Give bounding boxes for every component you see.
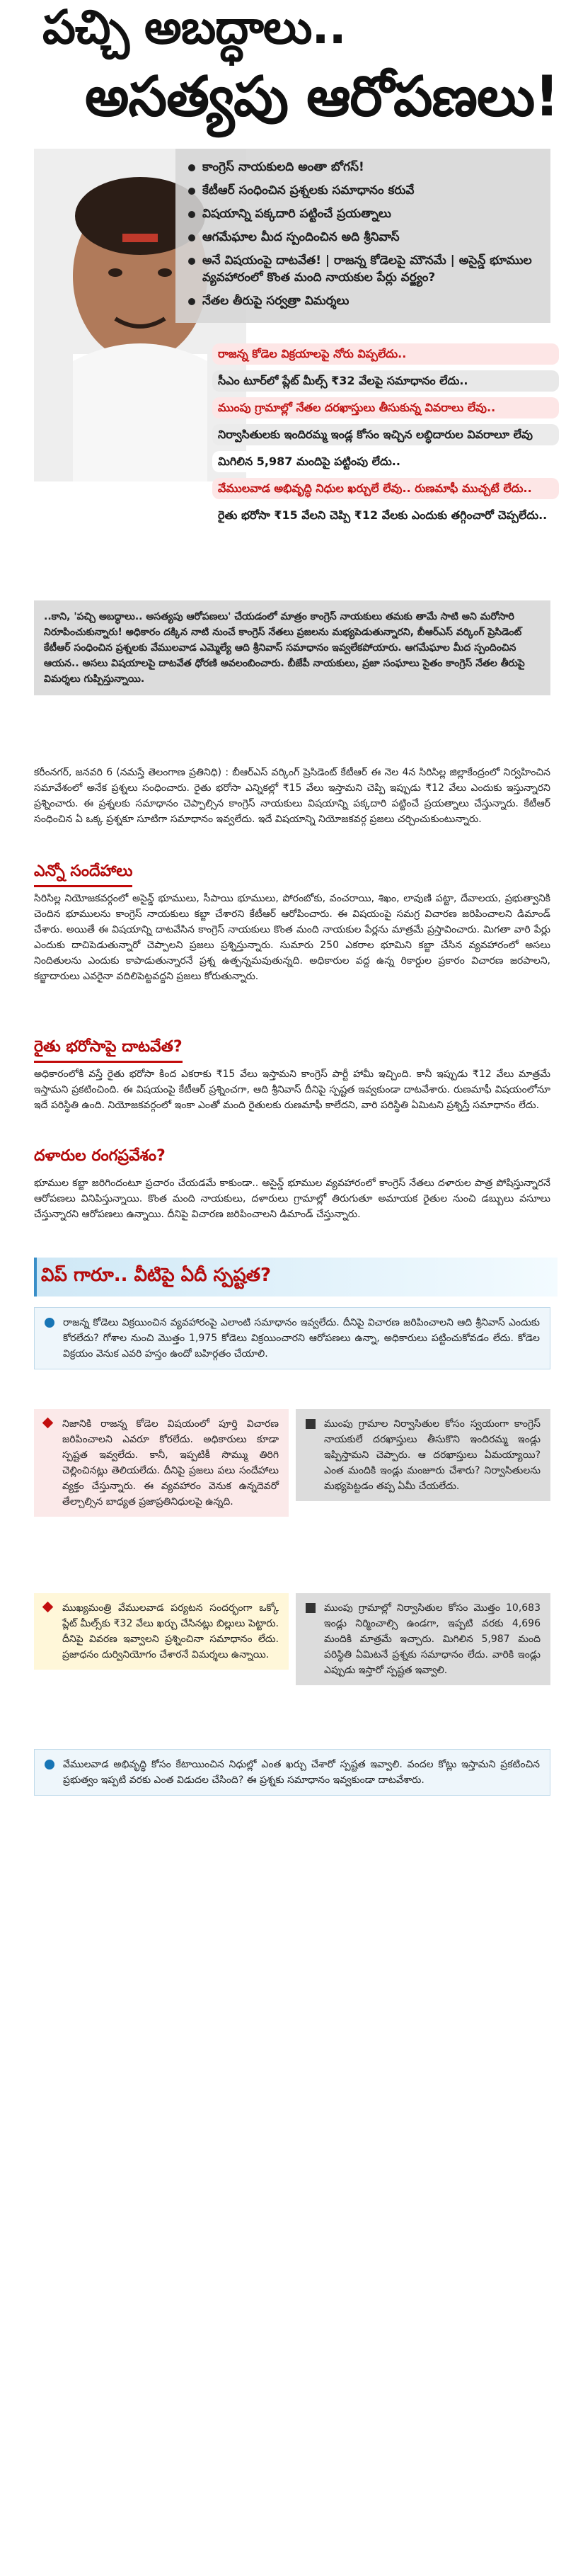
question-box-development [34, 1749, 550, 1796]
subheading-doubts: ఎన్నో సందేహాలు [34, 862, 132, 887]
bullet-square-icon [306, 1603, 316, 1613]
headline [0, 0, 566, 149]
article-paragraph-2: సిరిసిల్ల నియోజకవర్గంలో అసైన్డ్ భూములు, సీపాయి భూములు, పోరంబోకు, వంచరాయి, శిఖం, లావుణి పట్టా, దేవాలయ, ప్రభుత్వానికి చెందిన భూములను కాంగ్రెస్ నాయకులు కబ్జా చేశారని కేటీఆర్ ఆరోపించారు. ఈ విషయంపై సమగ్ర విచారణ జరిపించాలని డిమాండ్ చేశారు. అయితే ఈ విషయాన్ని దాటవేసిన కాంగ్రెస్ నాయకులు కొంత మంది నాయకుల పేర్లను మాత్రమే ప్రస్తావించారు. మిగతా వారి పేర్లు ఎందుకు దాచిపెడుతున్నారో చెప్పాలని ప్రజలు ప్రశ్నిస్తున్నారు. సుమారు 250 ఎకరాల భూమిని కబ్జా చేసిన వ్యవహారంలో అసలు నిందితులను ఎందుకు కాపాడుతున్నారనే ప్రశ్న ఉత్పన్నమవుతున్నది. అధికారుల వద్ద ఉన్న రికార్డుల ప్రకారం విచారణ జరపాలని, కబ్జాదారులు ఎవరైనా వదిలిపెట్టవద్దని ప్రజలు కోరుతున్నారు. [34, 893, 550, 982]
question-box-text: ముఖ్యమంత్రి వేములవాడ పర్యటన సందర్భంగా ఒక్కో ప్లేట్ మీల్స్‌కు ₹32 వేలు ఖర్చు చేసినట్లు బిల్లులు పెట్టారు. దీనిపై వివరణ ఇవ్వాలని ప్రశ్నించినా సమాధానం లేదు. ప్రజాధనం దుర్వినియోగం చేశారనే విమర్శలు ఉన్నాయి. [62, 1602, 279, 1660]
bullet-item: కేటీఆర్ సంధించిన ప్రశ్నలకు సమాధానం కరువే [184, 182, 542, 199]
vip-questions-banner [0, 1258, 566, 1296]
question-box-text: రాజన్న కోడెలు విక్రయించిన వ్యవహారంపై ఎలాంటి సమాధానం ఇవ్వలేదు. దీనిపై విచారణ జరిపించాలని ఆది శ్రీనివాస్ ఎందుకు కోరలేదు? గోశాల నుంచి మొత్తం 1,975 కోడెలు విక్రయించారని ఆరోపణలు ఉన్నా, అధికారులు పట్టించుకోవడం లేదు. కోడెల విక్రయం వెనుక ఎవరి హస్తం ఉందో బహిర్గతం చేయాలి. [63, 1317, 540, 1360]
question-box-text: ముంపు గ్రామాల్లో నిర్వాసితుల కోసం మొత్తం 10,683 ఇండ్లు నిర్మించాల్సి ఉండగా, ఇప్పటి వరకు 4,696 మందికి మాత్రమే ఇచ్చారు. మిగిలిన 5,987 మంది పరిస్థితి ఏమిటనే ప్రశ్నకు సమాధానం లేదు. వారికి ఇండ్లు ఎప్పుడు ఇస్తారో స్పష్టత ఇవ్వాలి. [324, 1602, 541, 1676]
headline-line-2: అసత్యపు ఆరోపణలు! [85, 65, 559, 129]
question-box-indiramma [296, 1409, 550, 1501]
question-box-text: వేములవాడ అభివృద్ధి కోసం కేటాయించిన నిధుల్లో ఎంత ఖర్చు చేశారో స్పష్టత ఇవ్వాలి. వందల కోట్లు ఇస్తామని ప్రకటించిన ప్రభుత్వం ఇప్పటి వరకు ఎంత విడుదల చేసింది? ఈ ప్రశ్నకు సమాధానం ఇవ్వకుండా దాటవేశారు. [63, 1759, 540, 1786]
question-ribbon: ముంపు గ్రామాల్లో నేతల దరఖాస్తులు తీసుకున్న వివరాలు లేవు.. [212, 397, 559, 418]
article-paragraph-3: అధికారంలోకి వస్తే రైతు భరోసా కింద ఎకరాకు ₹15 వేలు ఇస్తామని కాంగ్రెస్ పార్టీ హామీ ఇచ్చింది. కానీ ఇప్పుడు ₹12 వేలు మాత్రమే ఇస్తామని ప్రకటించింది. ఈ విషయంపై కేటీఆర్ ప్రశ్నించగా, ఆది శ్రీనివాస్ దీనిపై స్పష్టత ఇవ్వకుండా దాటవేశారు. రుణమాఫీ విషయంలోనూ ఇదే పరిస్థితి ఉంది. నియోజకవర్గంలో ఇంకా ఎంతో మంది రైతులకు రుణమాఫీ కాలేదని, వారి పరిస్థితి ఏమిటని ప్రశ్నిస్తే సమాధానం లేదు. [34, 1068, 550, 1111]
subheading-rythu-bharosa: రైతు భరోసాపై దాటవేత? [34, 1038, 183, 1063]
question-ribbon: నిర్వాసితులకు ఇందిరమ్మ ఇండ్ల కోసం ఇచ్చిన లబ్ధిదారుల వివరాలూ లేవు [212, 424, 559, 445]
headline-line-1: పచ్చి అబద్ధాలు.. [42, 0, 346, 55]
question-box-text: నిజానికి రాజన్న కోడెల విషయంలో పూర్తి విచారణ జరిపించాలని ఎవరూ కోరలేదు. అధికారులు కూడా స్పష్టత ఇవ్వలేదు. కానీ, ఇప్పటికీ సొమ్ము తిరిగి చెల్లించినట్లు తెలియలేదు. దీనిపై ప్రజలు పలు సందేహాలు వ్యక్తం చేస్తున్నారు. ఈ వ్యవహారం వెనుక ఉన్నదెవరో తేల్చాల్సిన బాధ్యత ప్రజాప్రతినిధులపై ఉన్నది. [62, 1418, 279, 1508]
bullet-diamond-icon [42, 1602, 54, 1613]
bullet-square-icon [306, 1419, 316, 1429]
article-paragraph-1: కరీంనగర్, జనవరి 6 (నమస్తే తెలంగాణ ప్రతినిధి) : బీఆర్ఎస్ వర్కింగ్ ప్రెసిడెంట్ కేటీఆర్ ఈ నెల 4న సిరిసిల్ల జిల్లాకేంద్రంలో నిర్వహించిన సమావేశంలో అనేక ప్రశ్నలు సంధించారు. రైతు భరోసా ఎన్నికల్లో ₹15 వేలు ఇస్తామని చెప్పి ఇప్పుడు ₹12 వేలు ఎందుకు ఇస్తున్నారని ప్రశ్నించారు. ఈ ప్రశ్నలకు సమాధానం చెప్పాల్సిన కాంగ్రెస్ నాయకులు విషయాన్ని పక్కదారి పట్టించే ప్రయత్నాలు చేస్తున్నారు. కేటీఆర్ సంధించిన ఏ ఒక్క ప్రశ్నకూ సూటిగా సమాధానం ఇవ్వలేదు. ఇదే విషయాన్ని నియోజకవర్గ ప్రజలు చర్చించుకుంటున్నారు. [34, 767, 550, 825]
question-ribbon: రాజన్న కోడెల విక్రయాలపై నోరు విప్పలేదు.. [212, 343, 559, 365]
subheading-brokers: దళారుల రంగప్రవేశం? [34, 1147, 166, 1165]
bullet-item: కాంగ్రెస్ నాయకులది అంతా బోగస్! [184, 159, 542, 176]
question-ribbon: మిగిలిన 5,987 మందిపై పట్టింపు లేదు.. [212, 451, 559, 472]
bullet-diamond-icon [42, 1418, 54, 1429]
question-ribbon: సీఎం టూర్‌లో ప్లేట్ మీల్స్ ₹32 వేలపై సమాధానం లేదు.. [212, 370, 559, 392]
bullet-item: అనే విషయంపై దాటవేత! | రాజన్న కోడెలపై మౌనమే | అసైన్డ్ భూముల వ్యవహారంలో కొంత మంది నాయకుల పేర్లు వర్జ్యం? [184, 252, 542, 286]
question-ribbons [212, 343, 559, 532]
question-box-kodelu [34, 1307, 550, 1369]
article-paragraph-4: భూముల కబ్జా జరిగిందంటూ ప్రచారం చేయడమే కాకుండా.. అసైన్డ్ భూముల వ్యవహారంలో కాంగ్రెస్ నేతలు దళారుల పాత్ర పోషిస్తున్నారనే ఆరోపణలు వినిపిస్తున్నాయి. కొంత మంది నాయకులు, దళారులు గ్రామాల్లో తిరుగుతూ అమాయక రైతుల నుంచి డబ్బులు వసూలు చేస్తున్నారని ఆరోపణలు ఉన్నాయి. దీనిపై విచారణ జరిపించాలని డిమాండ్ చేస్తున్నారు. [34, 1178, 550, 1220]
highlight-bullets [175, 149, 550, 323]
question-box-inquiry [34, 1409, 289, 1517]
vip-banner-title: విప్ గారూ.. వీటిపై ఏదీ స్పష్టత? [41, 1265, 272, 1286]
question-box-meals [34, 1593, 289, 1670]
question-ribbon: వేములవాడ అభివృద్ధి నిధుల ఖర్చులే లేవు.. రుణమాఫీ ముచ్చటే లేదు.. [212, 478, 559, 499]
bullet-item: నేతల తీరుపై సర్వత్రా విమర్శలు [184, 292, 542, 309]
question-box-houses [296, 1593, 550, 1685]
question-box-text: ముంపు గ్రామాల నిర్వాసితుల కోసం స్వయంగా కాంగ్రెస్ నాయకులే దరఖాస్తులు తీసుకొని ఇందిరమ్మ ఇండ్లు ఇప్పిస్తామని చెప్పారు. ఆ దరఖాస్తులు ఏమయ్యాయి? ఎంత మందికి ఇండ్లు మంజూరు చేశారు? నిర్వాసితులను మభ్యపెట్టడం తప్ప ఏమీ చేయలేదు. [324, 1418, 541, 1492]
intro-box: ..కాని, 'పచ్చి అబద్ధాలు.. అసత్యపు ఆరోపణలు' చేయడంలో మాత్రం కాంగ్రెస్ నాయకులు తమకు తామే సాటి అని మరోసారి నిరూపించుకున్నారు! అధికారం దక్కిన నాటి నుంచే కాంగ్రెస్ నేతలు ప్రజలను మభ్యపెడుతున్నారని, బీఆర్ఎస్ వర్కింగ్ ప్రెసిడెంట్ కేటీఆర్ సంధించిన ప్రశ్నలకు వేములవాడ ఎమ్మెల్యే ఆది శ్రీనివాస్ సమాధానం ఇవ్వలేకపోయారు. ఆగమేఘాల మీద స్పందించిన ఆయన.. అసలు విషయాలపై దాటవేత ధోరణి అవలంబించారు. బీజేపీ నాయకులు, ప్రజా సంఘాలు సైతం కాంగ్రెస్ నేతల తీరుపై విమర్శలు గుప్పిస్తున్నాయి. [34, 600, 550, 695]
bullet-item: ఆగమేఘాల మీద స్పందించిన అది శ్రీనివాస్ [184, 229, 542, 246]
bullet-circle-icon [45, 1760, 54, 1769]
bullet-circle-icon [45, 1318, 54, 1328]
question-ribbon: రైతు భరోసా ₹15 వేలని చెప్పి ₹12 వేలకు ఎందుకు తగ్గించారో చెప్పలేదు.. [212, 505, 559, 526]
bullet-item: విషయాన్ని పక్కదారి పట్టించే ప్రయత్నాలు [184, 205, 542, 222]
